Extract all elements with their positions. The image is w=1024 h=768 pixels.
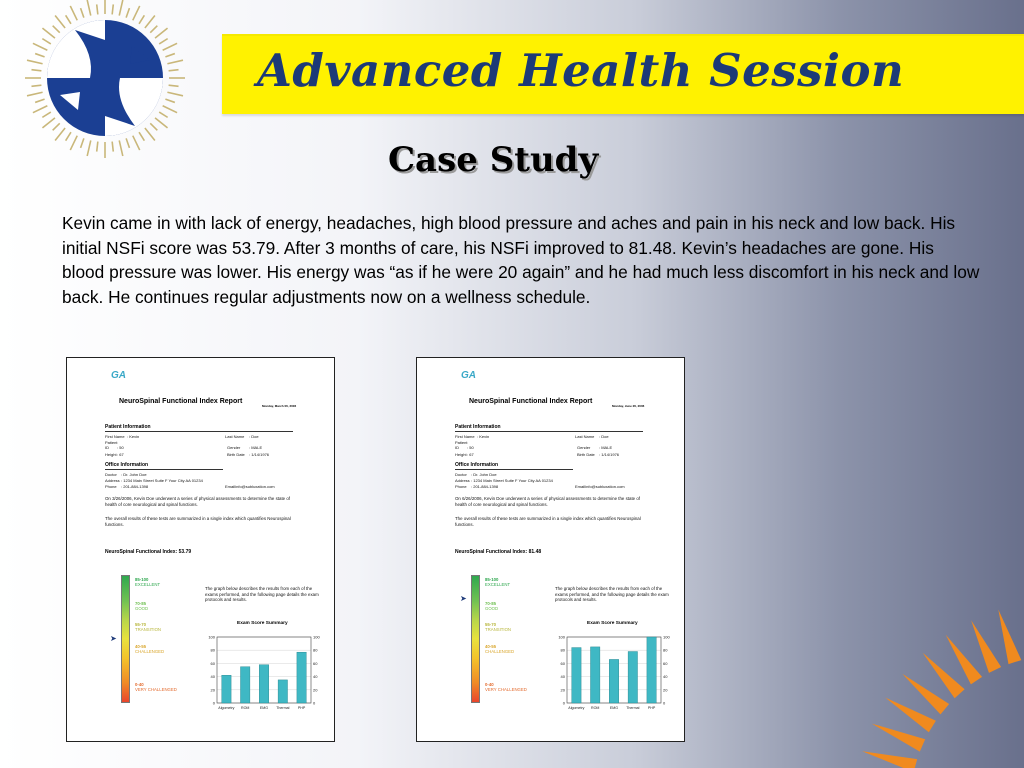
logo-ray	[31, 85, 41, 86]
gender-value: : MALE	[249, 445, 263, 450]
doctor-label: Doctor	[105, 472, 117, 477]
logo-ray	[169, 70, 179, 71]
logo-ray	[66, 15, 71, 23]
exam-score-chart	[551, 633, 675, 717]
height-value: : 67	[467, 452, 474, 457]
logo-ray	[55, 15, 65, 28]
logo-ray	[53, 123, 60, 130]
logo-ray	[155, 118, 168, 128]
gender-value: : MALE	[599, 445, 613, 450]
patient-heading: Patient Information	[455, 424, 501, 430]
patient-id-value: : 50	[467, 445, 474, 450]
birth-date-value: : 1/14/1976	[599, 452, 620, 457]
zone-very-challenged: 0-40 VERY CHALLENGED	[485, 682, 527, 692]
patient-id-label: Patient ID	[455, 440, 468, 450]
decorative-sunburst	[760, 505, 1024, 768]
divider	[455, 469, 573, 470]
functional-index: NeuroSpinal Functional Index: 53.79	[105, 549, 192, 555]
last-name-value: : Doe	[599, 434, 609, 439]
logo-ray	[81, 8, 84, 17]
email-label: Email	[575, 484, 586, 489]
logo-ray	[42, 118, 55, 128]
logo-ray	[81, 138, 84, 147]
y-tick-label: 20	[560, 687, 565, 693]
y-tick-label: 20	[210, 687, 215, 693]
bar-php	[647, 637, 656, 703]
sunburst-ray	[998, 609, 1021, 664]
y-tick-label: 80	[560, 647, 565, 653]
index-scale	[121, 575, 130, 703]
logo-ray	[150, 123, 157, 130]
report-title: NeuroSpinal Functional Index Report	[119, 398, 243, 405]
last-name-label: Last Name	[225, 434, 245, 439]
y-tick-label: 40	[210, 674, 215, 680]
y-tick-label-right: 80	[313, 647, 318, 653]
zone-good: 70-85 GOOD	[135, 601, 149, 611]
logo-ray	[167, 60, 183, 64]
phone-label: Phone	[455, 484, 467, 489]
logo-ray	[169, 85, 179, 86]
logo-ray	[87, 0, 91, 16]
report-after	[416, 357, 685, 742]
logo-ray	[145, 15, 155, 28]
height-value: : 67	[117, 452, 124, 457]
logo-ray	[139, 132, 144, 140]
x-tick-label: EMG	[259, 706, 269, 710]
logo-ray	[33, 43, 47, 50]
x-tick-label: Algometry	[218, 706, 235, 710]
logo-ray	[97, 142, 98, 152]
bar-algometry	[572, 648, 581, 703]
y-tick-label-right: 20	[313, 687, 318, 693]
logo-ray	[133, 6, 140, 20]
phone-value: : 201-884-1398	[471, 484, 499, 489]
report-logo: GA	[111, 370, 126, 381]
birth-date-label: Birth Date	[577, 452, 595, 457]
first-name-label: First Name	[455, 434, 475, 439]
bar-rom	[241, 667, 250, 703]
organization-logo	[20, 0, 190, 160]
sunburst-ray	[885, 698, 936, 733]
doctor-label: Doctor	[455, 472, 467, 477]
logo-ray	[55, 128, 65, 141]
first-name-value: : Kevin	[127, 434, 140, 439]
y-tick-label: 0	[212, 700, 215, 706]
x-tick-label: Thermal	[276, 706, 290, 710]
logo-ray	[126, 138, 129, 147]
x-tick-label: Thermal	[626, 706, 640, 710]
address-label: Address	[455, 478, 470, 483]
report-logo: GA	[461, 370, 476, 381]
y-tick-label: 100	[208, 634, 215, 640]
last-name-value: : Doe	[249, 434, 259, 439]
birth-date-value: : 1/14/1976	[249, 452, 270, 457]
logo-ray	[155, 28, 168, 38]
logo-ray	[42, 28, 55, 38]
patient-id-value: : 50	[117, 445, 124, 450]
report-paragraph-2: The overall results of these tests are summarized in a single index which quantifies Neurospinal functions.	[455, 516, 641, 527]
birth-date-label: Birth Date	[227, 452, 245, 457]
logo-ray	[112, 142, 113, 152]
patient-heading: Patient Information	[105, 424, 151, 430]
logo-ray	[31, 70, 41, 71]
zone-good: 70-85 GOOD	[485, 601, 499, 611]
y-tick-label: 100	[558, 634, 565, 640]
logo-ray	[27, 92, 43, 96]
chart-title: Exam Score Summary	[587, 621, 638, 626]
bar-thermal	[278, 680, 287, 703]
bar-algometry	[222, 675, 231, 703]
bar-rom	[591, 647, 600, 703]
sunburst-ray	[872, 724, 925, 752]
logo-ray	[119, 140, 123, 156]
logo-ray	[150, 26, 157, 33]
divider	[105, 431, 293, 432]
y-tick-label-right: 40	[313, 674, 318, 680]
chart-title: Exam Score Summary	[237, 621, 288, 626]
logo-ray	[70, 136, 77, 150]
report-paragraph-2: The overall results of these tests are summarized in a single index which quantifies Neurospinal functions.	[105, 516, 291, 527]
logo-ray	[119, 0, 123, 16]
case-study-heading: Case Study	[388, 140, 599, 180]
office-heading: Office Information	[455, 462, 499, 468]
logo-ray	[53, 26, 60, 33]
logo-ray	[35, 99, 44, 102]
logo-ray	[87, 140, 91, 156]
y-tick-label-right: 60	[663, 660, 668, 666]
first-name-label: First Name	[105, 434, 125, 439]
exam-score-chart	[201, 633, 325, 717]
x-tick-label: PHP	[647, 706, 656, 710]
bar-thermal	[628, 652, 637, 703]
doctor-value: : Dr. John Doe	[471, 472, 497, 477]
zone-excellent: 85-100 EXCELLENT	[135, 577, 161, 587]
graph-description: The graph below describes the results from each of the exams performed, and the following page details the exam protocols and results.	[555, 586, 669, 603]
title-band	[222, 34, 1024, 114]
bar-php	[297, 652, 306, 703]
x-tick-label: ROM	[241, 706, 250, 710]
logo-ray	[165, 54, 174, 57]
divider	[105, 469, 223, 470]
y-tick-label-right: 40	[663, 674, 668, 680]
index-pointer-icon: ➤	[460, 594, 467, 603]
email-label: Email	[225, 484, 236, 489]
logo-ray	[167, 92, 183, 96]
address-value: : 1234 Main Street Suite F Your City AA 01234	[471, 478, 553, 483]
last-name-label: Last Name	[575, 434, 595, 439]
doctor-value: : Dr. John Doe	[121, 472, 147, 477]
bar-emg	[259, 665, 268, 703]
logo-ray	[97, 4, 98, 14]
logo-ray	[33, 106, 47, 113]
height-label: Height	[105, 452, 117, 457]
zone-very-challenged: 0-40 VERY CHALLENGED	[135, 682, 177, 692]
sunburst-ray	[971, 620, 1001, 673]
presentation-title: Advanced Health Session	[257, 44, 905, 97]
logo-ray	[159, 112, 167, 117]
logo-ray	[42, 39, 50, 44]
report-before	[66, 357, 335, 742]
y-tick-label-right: 0	[663, 700, 666, 706]
first-name-value: : Kevin	[477, 434, 490, 439]
x-tick-label: Algometry	[568, 706, 585, 710]
logo-ray	[70, 6, 77, 20]
graph-description: The graph below describes the results from each of the exams performed, and the following page details the exam protocols and results.	[205, 586, 319, 603]
phone-value: : 201-884-1398	[121, 484, 149, 489]
gender-label: Gender	[227, 445, 241, 450]
patient-id-label: Patient ID	[105, 440, 118, 450]
email-value: : info@subluxation.com	[583, 484, 625, 489]
y-tick-label-right: 0	[313, 700, 316, 706]
report-date: Monday, March 06, 2006	[262, 404, 297, 408]
y-tick-label: 80	[210, 647, 215, 653]
logo-ray	[35, 54, 44, 57]
report-paragraph-1: On 3/26/2006, Kevin Doe underwent a series of physical assessments to determine the state of health of core neurological and spinal functions.	[105, 496, 290, 507]
y-tick-label: 60	[210, 660, 215, 666]
logo-ray	[42, 112, 50, 117]
divider	[455, 431, 643, 432]
y-tick-label-right: 100	[313, 634, 320, 640]
index-scale	[471, 575, 480, 703]
report-title: NeuroSpinal Functional Index Report	[469, 398, 593, 405]
logo-ray	[27, 60, 43, 64]
bar-emg	[609, 659, 618, 703]
zone-challenged: 40-55 CHALLENGED	[135, 644, 165, 654]
logo-ray	[163, 106, 177, 113]
y-tick-label-right: 60	[313, 660, 318, 666]
x-tick-label: ROM	[591, 706, 600, 710]
y-tick-label-right: 80	[663, 647, 668, 653]
case-study-text: Kevin came in with lack of energy, headaches, high blood pressure and aches and pain in his neck and low back. His initial NSFi score was 53.79. After 3 months of care, his NSFi improved to 81.48. Kevin’s headaches are gone. His blood pressure was lower. His energy was “as if he were 20 again” and he had much less discomfort in his neck and low back. He continues regular adjustments now on a wellness schedule.	[62, 213, 980, 307]
logo-ray	[145, 128, 155, 141]
report-paragraph-1: On 6/26/2006, Kevin Doe underwent a series of physical assessments to determine the state of health of core neurological and spinal functions.	[455, 496, 640, 507]
x-tick-label: PHP	[297, 706, 306, 710]
zone-transition: 55-70 TRANSITION	[135, 622, 162, 632]
y-tick-label-right: 20	[663, 687, 668, 693]
address-value: : 1234 Main Street Suite F Your City AA 01234	[121, 478, 203, 483]
y-tick-label: 60	[560, 660, 565, 666]
zone-challenged: 40-55 CHALLENGED	[485, 644, 515, 654]
x-tick-label: EMG	[609, 706, 619, 710]
sunburst-ray	[862, 751, 917, 768]
zone-transition: 55-70 TRANSITION	[485, 622, 512, 632]
email-value: : info@subluxation.com	[233, 484, 275, 489]
logo-ray	[112, 4, 113, 14]
y-tick-label-right: 100	[663, 634, 670, 640]
functional-index: NeuroSpinal Functional Index: 81.48	[455, 549, 542, 555]
logo-ray	[165, 99, 174, 102]
logo-ray	[66, 132, 71, 140]
address-label: Address	[105, 478, 120, 483]
zone-excellent: 85-100 EXCELLENT	[485, 577, 511, 587]
height-label: Height	[455, 452, 467, 457]
report-date: Monday, June 26, 2006	[612, 404, 645, 408]
index-pointer-icon: ➤	[110, 634, 117, 643]
phone-label: Phone	[105, 484, 117, 489]
logo-ray	[159, 39, 167, 44]
y-tick-label: 0	[562, 700, 565, 706]
sunburst-ray	[946, 635, 982, 685]
logo-ray	[126, 8, 129, 17]
gender-label: Gender	[577, 445, 591, 450]
y-tick-label: 40	[560, 674, 565, 680]
logo-ray	[133, 136, 140, 150]
logo-ray	[139, 15, 144, 23]
logo-ray	[163, 43, 177, 50]
office-heading: Office Information	[105, 462, 149, 468]
